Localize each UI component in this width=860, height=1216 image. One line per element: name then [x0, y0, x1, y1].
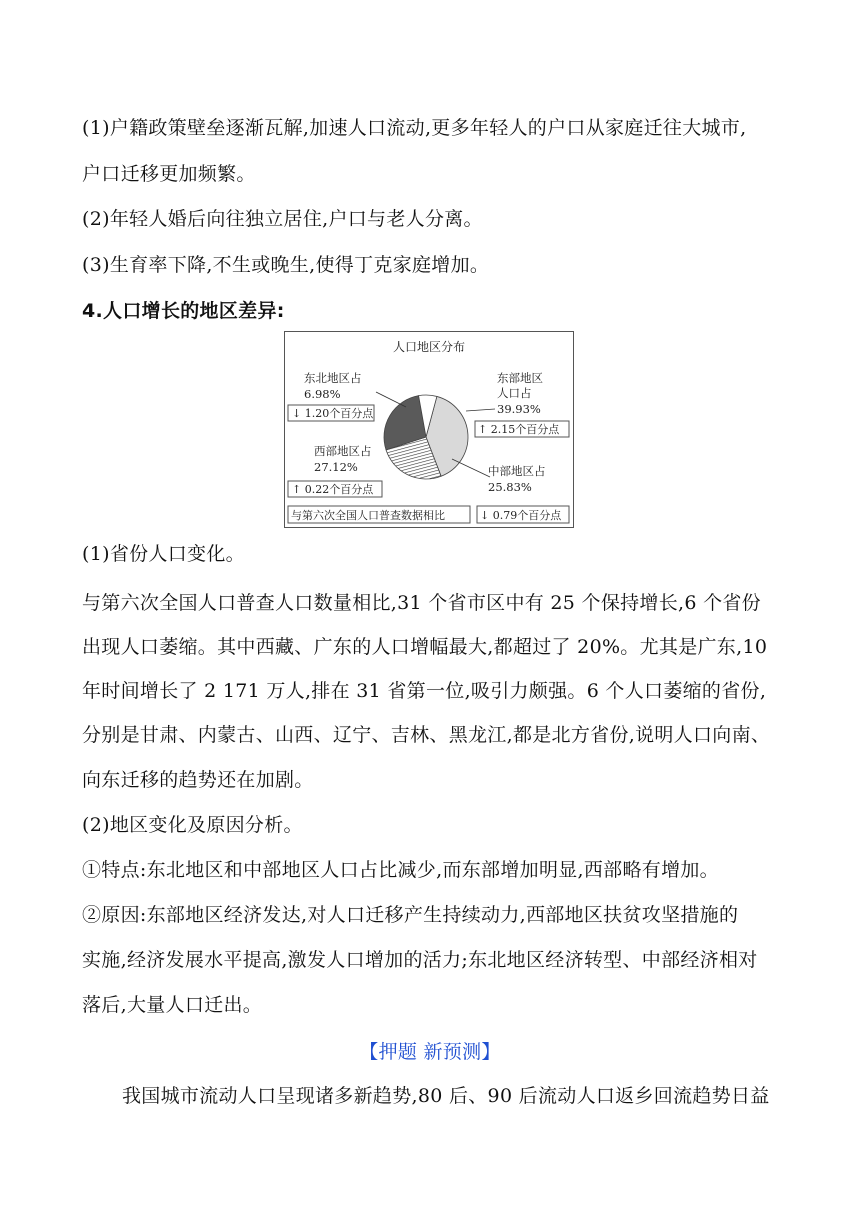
east-label-1: 东部地区 [497, 371, 543, 385]
figure-footer: 与第六次全国人口普查数据相比 [291, 509, 445, 522]
paragraph-line: (1)户籍政策壁垒逐渐瓦解,加速人口流动,更多年轻人的户口从家庭迁往大城市, [82, 117, 747, 139]
population-pie-figure [284, 331, 574, 528]
reason-line: ②原因:东部地区经济发达,对人口迁移产生持续动力,西部地区扶贫攻坚措施的 [82, 904, 739, 926]
paragraph-line: (2)年轻人婚后向往独立居住,户口与老人分离。 [82, 208, 483, 230]
predict-title: 【押题 新预测】 [359, 1041, 501, 1063]
central-change: ↓ 0.79个百分点 [480, 509, 562, 522]
paragraph-line: (3)生育率下降,不生或晚生,使得丁克家庭增加。 [82, 254, 490, 276]
central-value: 25.83% [488, 480, 532, 494]
west-label: 西部地区占 [314, 444, 372, 458]
predict-text: 我国城市流动人口呈现诸多新趋势,80 后、90 后流动人口返乡回流趋势日益 [122, 1085, 770, 1107]
figure-title: 人口地区分布 [392, 340, 466, 354]
pie-chart [384, 395, 468, 479]
paragraph-line: 出现人口萎缩。其中西藏、广东的人口增幅最大,都超过了 20%。尤其是广东,10 [82, 636, 768, 658]
paragraph-line: 户口迁移更加频繁。 [82, 163, 256, 185]
feature-line: ①特点:东北地区和中部地区人口占比减少,而东部增加明显,西部略有增加。 [82, 859, 719, 881]
paragraph-line: 年时间增长了 2 171 万人,排在 31 省第一位,吸引力颇强。6 个人口萎缩的省份, [82, 680, 767, 702]
ne-change: ↓ 1.20个百分点 [292, 407, 374, 420]
east-label-2: 人口占 [497, 386, 532, 400]
west-value: 27.12% [314, 460, 358, 474]
reason-line: 实施,经济发展水平提高,激发人口增加的活力;东北地区经济转型、中部经济相对 [82, 949, 758, 971]
west-change: ↑ 0.22个百分点 [292, 483, 374, 496]
reason-line: 落后,大量人口迁出。 [82, 994, 263, 1016]
east-change: ↑ 2.15个百分点 [478, 423, 560, 436]
paragraph-line: 向东迁移的趋势还在加剧。 [82, 769, 314, 791]
subsection-title: (2)地区变化及原因分析。 [82, 814, 303, 836]
ne-label: 东北地区占 [304, 371, 362, 385]
section-heading: 4.人口增长的地区差异: [82, 300, 285, 322]
east-value: 39.93% [497, 402, 541, 416]
ne-value: 6.98% [304, 387, 341, 401]
central-label: 中部地区占 [488, 464, 546, 478]
paragraph-line: 与第六次全国人口普查人口数量相比,31 个省市区中有 25 个保持增长,6 个省份 [82, 592, 761, 614]
paragraph-line: 分别是甘肃、内蒙古、山西、辽宁、吉林、黑龙江,都是北方省份,说明人口向南、 [82, 724, 771, 746]
subsection-title: (1)省份人口变化。 [82, 543, 245, 565]
